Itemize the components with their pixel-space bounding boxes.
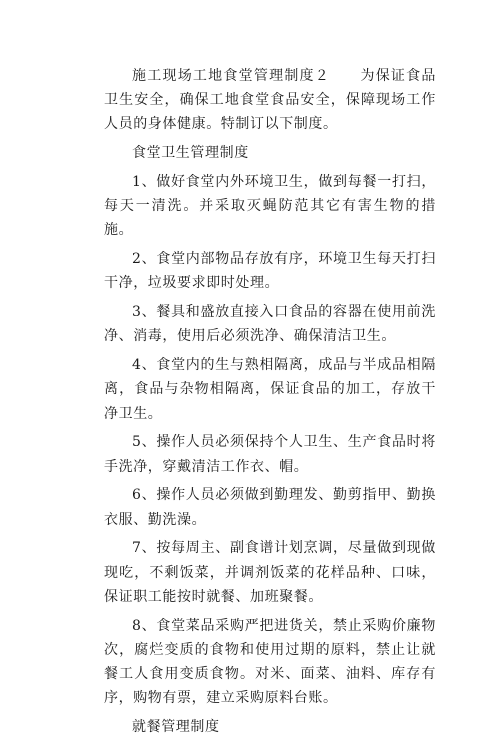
document-body	[104, 64, 436, 744]
rule-item-2: 2、食堂内部物品存放有序，环境卫生每天打扫干净，垃圾要求即时处理。	[104, 251, 436, 292]
rule-item-8: 8、食堂菜品采购严把进货关，禁止采购价廉物次，腐烂变质的食物和使用过期的原料，禁止让就餐工人食用变质食物。对米、面菜、油料、库存有序，购物有票，建立采购原料台账。	[104, 617, 436, 707]
rule-item-5: 5、操作人员必须保持个人卫生、生产食品时将手洗净，穿戴清洁工作衣、帽。	[104, 434, 436, 475]
rule-item-3: 3、餐具和盛放直接入口食品的容器在使用前洗净、消毒，使用后必须洗净、确保清洁卫生。	[104, 304, 436, 345]
rule-item-7: 7、按每周主、副食谱计划烹调，尽量做到现做现吃，不剩饭菜，并调剂饭菜的花样品种、口味，保证职工能按时就餐、加班聚餐。	[104, 540, 436, 605]
rule-item-6: 6、操作人员必须做到勤理发、勤剪指甲、勤换衣服、勤洗澡。	[104, 487, 436, 528]
section-heading-dining: 就餐管理制度	[132, 719, 220, 736]
rule-item-4: 4、食堂内的生与熟相隔离，成品与半成品相隔离，食品与杂物相隔离，保证食品的加工，存放干净卫生。	[104, 357, 436, 422]
section-heading-hygiene: 食堂卫生管理制度	[132, 145, 249, 162]
rule-item-1: 1、做好食堂内外环境卫生，做到每餐一打扫，每天一清洗。并采取灭蝇防范其它有害生物的措施。	[104, 174, 436, 239]
intro-paragraph: 施工现场工地食堂管理制度２ 为保证食品卫生安全，确保工地食堂食品安全，保障现场工作人员的身体健康。特制订以下制度。	[104, 68, 436, 133]
